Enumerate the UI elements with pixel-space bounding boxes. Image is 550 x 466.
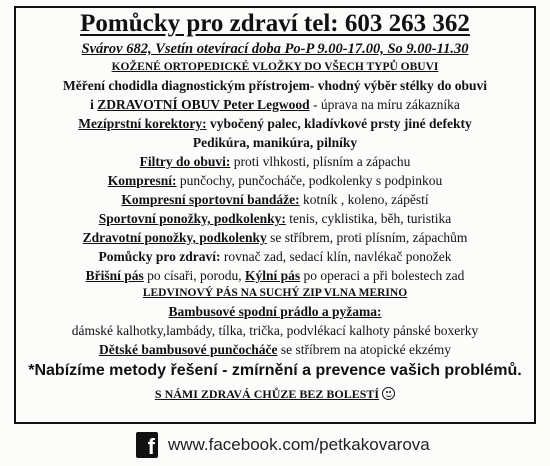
kidney-belt-line: LEDVINOVÝ PÁS NA SUCHÝ ZIP VLNA MERINO: [142, 287, 408, 299]
facebook-icon: f: [136, 432, 158, 458]
page-title: Pomůcky pro zdraví tel: 603 263 362: [80, 10, 470, 37]
kids-tights-line: [16, 340, 534, 359]
health-socks-text: se stříbrem, proti plísním, zápachům: [266, 230, 468, 245]
toe-correctors-line: [16, 114, 534, 133]
abdominal-belt-text: po císaři, porodu,: [143, 268, 246, 283]
toe-correctors-text: vybočený palec, kladívkové prsty jiné defekty: [206, 116, 472, 131]
address-hours: Svárov 682, Vsetín otevírací doba Po-P 9.00-17.00, So 9.00-11.30: [81, 41, 469, 57]
health-aids-line: [16, 247, 534, 266]
kids-tights-heading: Dětské bambusové punčocháče: [98, 342, 278, 357]
medical-shoes-text: - úprava na míru zákazníka: [309, 97, 460, 112]
abdominal-belt-heading: Břišní pás: [85, 268, 144, 283]
foot-measurement-line: Měření chodidla diagnostickým přístrojem- vhodný výběr stélky do obuvi: [62, 78, 488, 93]
compression-text: punčochy, punčocháče, podkolenky s podpinkou: [176, 173, 443, 188]
leather-insoles-line: KOŽENÉ ORTOPEDICKÉ VLOŽKY DO VŠECH TYPŮ OBUVI: [111, 61, 439, 73]
kids-tights-text: se stříbrem na atopické ekzémy: [277, 342, 452, 357]
shoe-filters-text: proti vlhkosti, plísním a zápachu: [230, 154, 411, 169]
closing-line: [16, 383, 534, 405]
closing-slogan: S NÁMI ZDRAVÁ CHŮZE BEZ BOLESTÍ: [154, 387, 380, 401]
medical-shoes-heading: ZDRAVOTNÍ OBUV Peter Legwood: [97, 97, 310, 112]
belts-line: [16, 266, 534, 285]
smiley-icon: [382, 387, 395, 400]
sport-socks-heading: Sportovní ponožky, podkolenky:: [98, 211, 286, 226]
shoe-filters-heading: Filtry do obuvi:: [139, 154, 231, 169]
sport-socks-text: tenis, cyklistika, běh, turistika: [285, 211, 452, 226]
toe-correctors-heading: Mezíprstní korektory:: [78, 116, 207, 131]
hernia-belt-text: po operaci a při bolestech zad: [300, 268, 465, 283]
bamboo-underwear-heading: Bambusové spodní prádlo a pyžama:: [168, 304, 382, 319]
medical-shoes-prefix: i: [90, 97, 98, 112]
sport-socks-line: [16, 209, 534, 228]
sport-bandages-heading: Kompresní sportovní bandáže:: [121, 192, 300, 207]
facebook-footer: [136, 430, 430, 460]
facebook-link[interactable]: www.facebook.com/petkakovarova: [168, 435, 430, 454]
health-aids-text: rovnač zad, sedací klín, navlékač ponožek: [220, 249, 452, 264]
hernia-belt-heading: Kýlní pás: [245, 268, 301, 283]
health-aids-heading: Pomůcky pro zdraví:: [98, 249, 221, 264]
compression-heading: Kompresní:: [107, 173, 177, 188]
advertisement-box: [14, 6, 536, 424]
health-socks-heading: Zdravotní ponožky, podkolenky: [82, 230, 267, 245]
medical-shoes-line: [16, 95, 534, 114]
solutions-slogan: *Nabízíme metody řešení - zmírnění a prevence vašich problémů.: [28, 362, 522, 379]
compression-line: [16, 171, 534, 190]
sport-bandages-text: kotník , koleno, zápěstí: [299, 192, 429, 207]
bamboo-underwear-items: dámské kalhotky,lambády, tílka, trička, podvlékací kalhoty pánské boxerky: [71, 323, 479, 338]
health-socks-line: [16, 228, 534, 247]
shoe-filters-line: [16, 152, 534, 171]
sport-bandages-line: [16, 190, 534, 209]
pedicure-line: Pedikúra, manikúra, pilníky: [192, 135, 358, 150]
